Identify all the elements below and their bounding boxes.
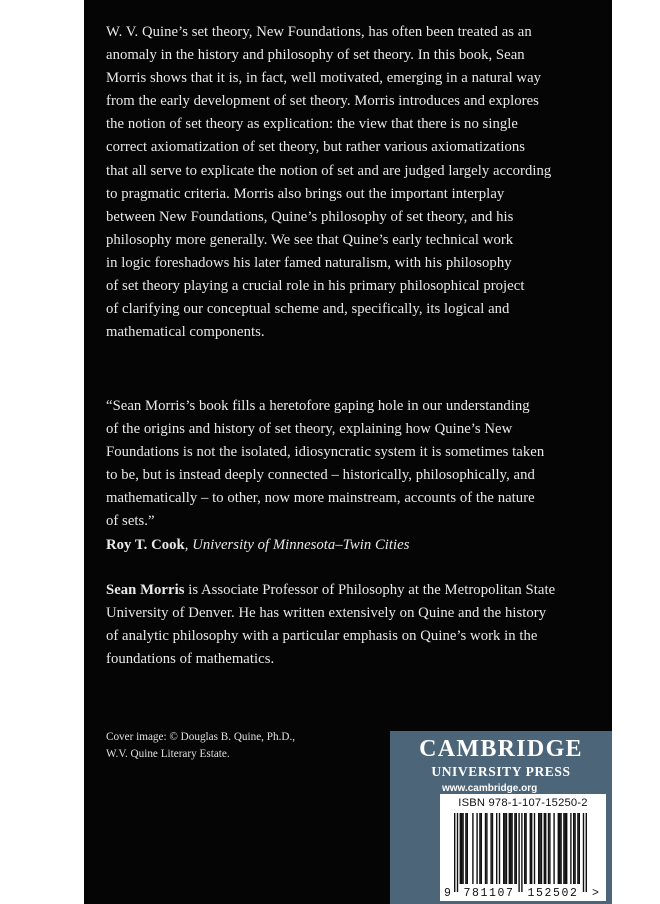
barcode-bar xyxy=(530,813,531,884)
barcode-bar xyxy=(454,813,455,892)
endorsement-line: of sets.” xyxy=(106,513,155,530)
publisher-block xyxy=(390,731,612,904)
barcode-bar xyxy=(544,813,545,884)
barcode-bar xyxy=(457,813,458,892)
description-line: the notion of set theory as explication: the view that there is no single xyxy=(106,116,518,133)
endorsement-line: Foundations is not the isolated, idiosyncratic system it is sometimes taken xyxy=(106,444,545,461)
description-line: between New Foundations, Quine’s philosophy of set theory, and his xyxy=(106,208,514,225)
barcode-bar xyxy=(506,813,507,884)
description-line: W. V. Quine’s set theory, New Foundations, has often been treated as an xyxy=(106,24,532,40)
barcode-bar xyxy=(524,813,525,884)
barcode-bar xyxy=(558,813,559,884)
cover-image-credit xyxy=(106,729,295,763)
barcode-bar xyxy=(504,813,505,884)
barcode-bar xyxy=(549,813,550,884)
barcode-bar xyxy=(545,813,546,884)
description-line: anomaly in the history and philosophy of set theory. In this book, Sean xyxy=(106,47,525,64)
barcode-bar xyxy=(559,813,560,884)
description-line: correct axiomatization of set theory, but rather various axiomatizations xyxy=(106,139,526,156)
barcode-bar xyxy=(465,813,466,884)
barcode-bar xyxy=(490,813,491,884)
barcode-bar xyxy=(579,813,580,884)
barcode-bar xyxy=(586,813,587,892)
barcode-bar xyxy=(583,813,584,892)
barcode-bar xyxy=(503,813,504,884)
barcode-bar xyxy=(460,813,461,884)
barcode-bar xyxy=(548,813,549,884)
description-line: of set theory playing a crucial role in his primary philosophical project xyxy=(106,278,525,295)
description-line: to pragmatic criteria. Morris also brings out the important interplay xyxy=(106,185,505,202)
barcode-bar xyxy=(574,813,575,884)
barcode-bar xyxy=(510,813,511,884)
barcode-bar xyxy=(492,813,493,884)
bio-line: University of Denver. He has written extensively on Quine and the history xyxy=(106,605,547,622)
publisher-subtitle: UNIVERSITY PRESS xyxy=(431,764,571,779)
description-line: Morris shows that it is, in fact, well motivated, emerging in a natural way xyxy=(106,70,542,87)
barcode-right-digits: 152502 xyxy=(527,887,579,900)
barcode-bar xyxy=(570,813,571,884)
barcode-bar xyxy=(566,813,567,884)
barcode-bar xyxy=(499,813,500,884)
description-line: that all serve to explicate the notion of set and are judged largely according xyxy=(106,162,552,179)
back-cover xyxy=(84,0,612,904)
barcode-bar xyxy=(472,813,473,884)
barcode-bar xyxy=(525,813,526,884)
barcode-bar xyxy=(553,813,554,884)
barcode-bar xyxy=(577,813,578,884)
credit-line: W.V. Quine Literary Estate. xyxy=(106,748,230,760)
endorsement-line: of the origins and history of set theory, explaining how Quine’s New xyxy=(106,421,513,438)
description-line: in logic foreshadows his later famed naturalism, with his philosophy xyxy=(106,254,512,271)
endorsement-quote xyxy=(106,395,600,557)
barcode-bar xyxy=(481,813,482,884)
barcode-panel xyxy=(440,794,606,901)
author-name: Sean Morris xyxy=(106,582,185,598)
bio-line: of analytic philosophy with a particular emphasis on Quine’s work in the xyxy=(106,628,538,645)
barcode-bar xyxy=(531,813,532,884)
publisher-name: CAMBRIDGE xyxy=(419,736,583,762)
barcode-quiet-mark: > xyxy=(592,887,599,900)
endorsement-attribution xyxy=(106,534,600,557)
barcode-bar xyxy=(541,813,542,884)
publisher-website: www.cambridge.org xyxy=(442,783,538,794)
description-line: mathematical components. xyxy=(106,324,265,341)
bio-line-rest: is Associate Professor of Philosophy at the Metropolitan State xyxy=(184,582,556,598)
description-line: from the early development of set theory. Morris introduces and explores xyxy=(106,93,539,110)
barcode-bar xyxy=(560,813,561,884)
barcode-bar xyxy=(509,813,510,884)
endorsement-line: mathematically – to other, now more mainstream, accounts of the nature xyxy=(106,490,535,507)
credit-line: Cover image: © Douglas B. Quine, Ph.D., xyxy=(106,731,296,743)
barcode-bar xyxy=(518,813,519,892)
barcode xyxy=(440,794,606,901)
barcode-bar xyxy=(538,813,539,884)
endorser-affiliation: University of Minnesota–Twin Cities xyxy=(192,536,410,553)
endorsement-line: “Sean Morris’s book fills a heretofore gaping hole in our understanding xyxy=(106,398,530,414)
barcode-bar xyxy=(563,813,564,884)
barcode-bar xyxy=(573,813,574,884)
barcode-bar xyxy=(539,813,540,884)
barcode-left-digits: 781107 xyxy=(463,887,515,900)
barcode-bar xyxy=(467,813,468,884)
isbn-label: ISBN 978-1-107-15250-2 xyxy=(458,797,588,809)
barcode-bar xyxy=(521,813,522,892)
description-line: philosophy more generally. We see that Quine’s early technical work xyxy=(106,231,514,248)
barcode-bar xyxy=(486,813,487,884)
book-description xyxy=(106,21,600,344)
author-bio xyxy=(106,579,600,671)
barcode-bar xyxy=(461,813,462,884)
barcode-bar xyxy=(516,813,517,884)
bio-line xyxy=(106,579,600,602)
barcode-bar xyxy=(476,813,477,884)
endorsement-line: to be, but is instead deeply connected – historically, philosophically, and xyxy=(106,467,535,484)
description-line: of clarifying our conceptual scheme and, specifically, its logical and xyxy=(106,301,510,318)
barcode-bar xyxy=(479,813,480,884)
barcode-bar xyxy=(496,813,497,884)
attribution-separator: , xyxy=(184,536,193,553)
barcode-bar xyxy=(462,813,463,884)
barcode-bar xyxy=(485,813,486,884)
barcode-bar xyxy=(511,813,512,884)
barcode-bar xyxy=(514,813,515,884)
barcode-bar xyxy=(534,813,535,884)
barcode-bars xyxy=(454,813,587,892)
barcode-first-digit: 9 xyxy=(444,887,451,900)
bio-line: foundations of mathematics. xyxy=(106,651,275,668)
endorser-name: Roy T. Cook xyxy=(106,536,185,553)
barcode-bar xyxy=(565,813,566,884)
